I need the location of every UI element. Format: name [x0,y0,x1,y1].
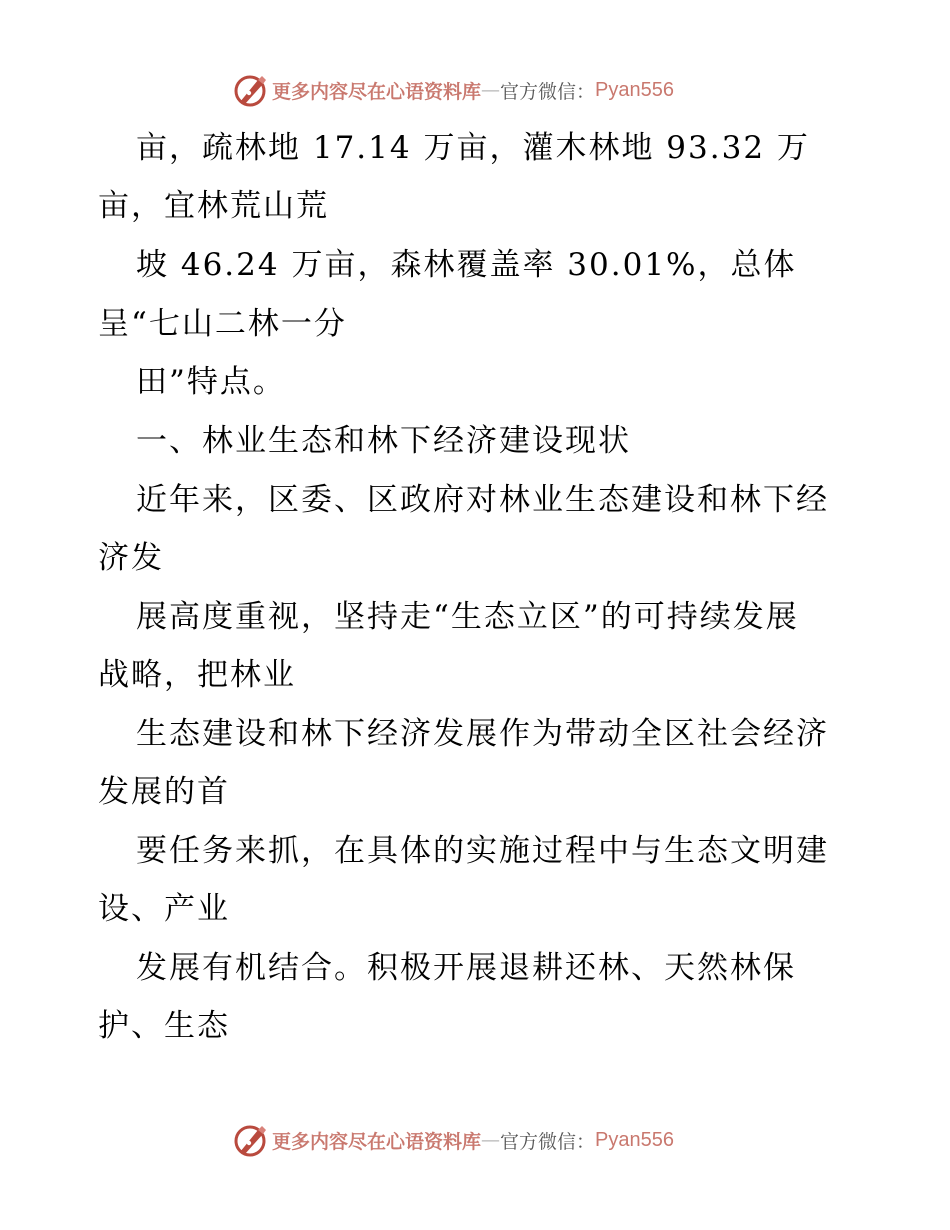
text-line: 亩，宜林荒山荒 [98,188,329,224]
text-line: 田”特点。 [136,364,286,400]
pen-nib-logo-icon [232,72,268,108]
text-line: 设、产业 [98,891,230,927]
pen-nib-logo-icon [232,1122,268,1158]
text-line: 护、生态 [98,1008,230,1044]
watermark-official-label: 官方微信： [500,80,596,103]
text-line: 发展的首 [98,774,230,810]
text-line: 展高度重视，坚持走“生态立区”的可持续发展 [136,599,799,635]
text-line: 近年来，区委、区政府对林业生态建设和林下经 [136,482,829,518]
text-line: 坡 46.24 万亩，森林覆盖率 30.01%，总体 [136,247,797,283]
section-heading: 一、林业生态和林下经济建设现状 [136,423,631,459]
watermark-brand-text: 更多内容尽在心语资料库 [272,1130,482,1153]
watermark-official-label: 官方微信： [500,1130,596,1153]
watermark-separator: — [481,1129,501,1151]
header-watermark [232,72,674,108]
text-line: 战略，把林业 [98,657,296,693]
footer-watermark [232,1122,674,1158]
watermark-brand-text: 更多内容尽在心语资料库 [272,80,482,103]
watermark-wechat-id: Pyan556 [595,78,674,101]
text-line: 生态建设和林下经济发展作为带动全区社会经济 [136,716,829,752]
watermark-wechat-id: Pyan556 [595,1128,674,1151]
text-line: 亩，疏林地 17.14 万亩，灌木林地 93.32 万 [136,130,810,166]
text-line: 发展有机结合。积极开展退耕还林、天然林保 [136,950,796,986]
text-line: 济发 [98,540,164,576]
text-line: 要任务来抓，在具体的实施过程中与生态文明建 [136,833,829,869]
text-line: 呈“七山二林一分 [98,306,347,342]
watermark-separator: — [481,79,501,101]
